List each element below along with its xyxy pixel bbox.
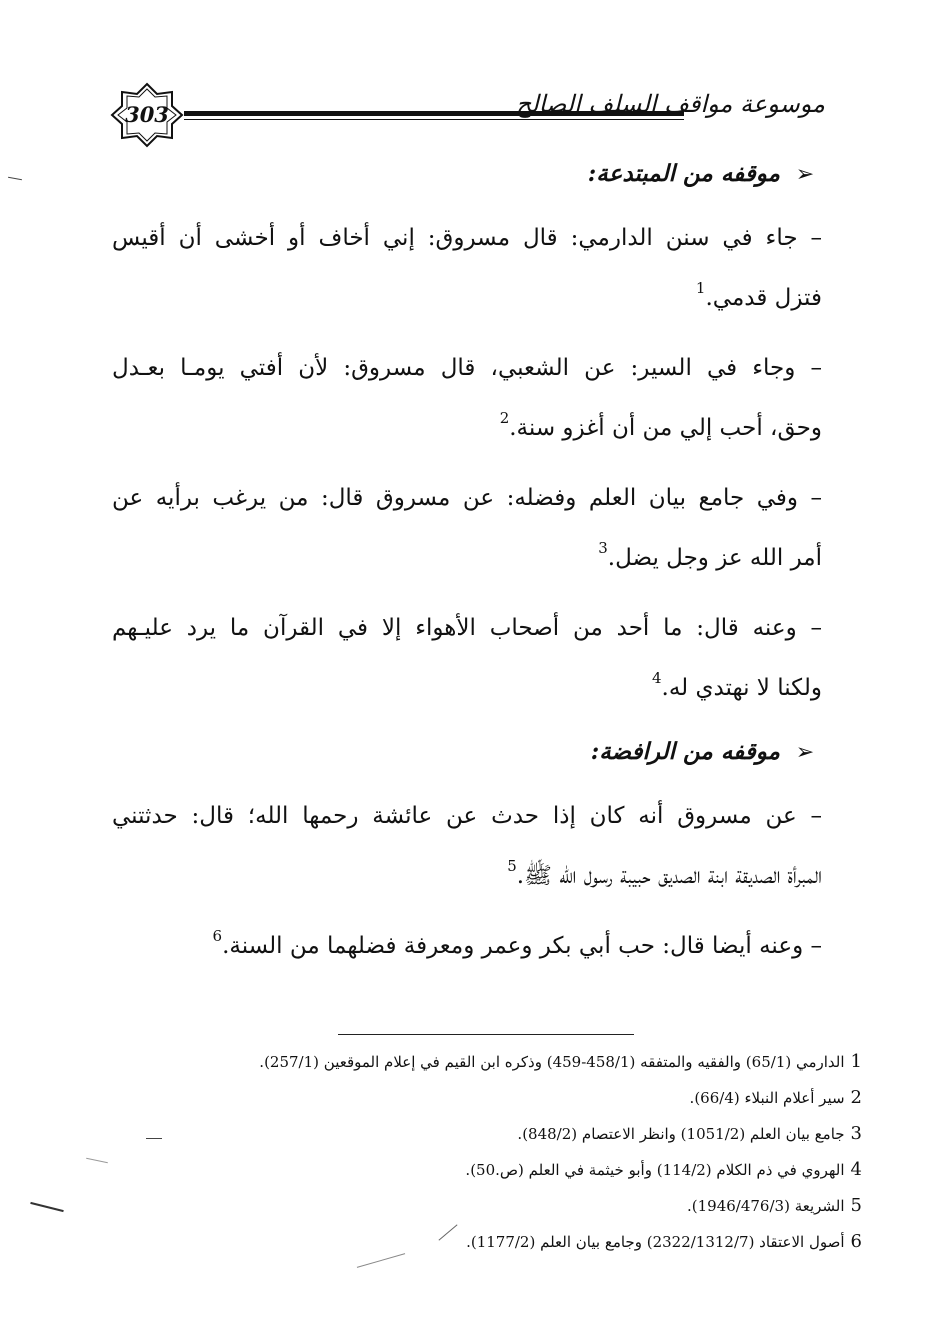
text-line-content: – وعنه أيضا قال: حب أبي بكر وعمر ومعرفة فضلهما من السنة. [222, 933, 822, 959]
text-line: – وجاء في السير: عن الشعبي، قال مسروق: لأن أفتي يومـا بعـدل [112, 355, 822, 381]
footnote-text: جامع بيان العلم (1051/2) وانظر الاعتصام (848/2). [517, 1125, 845, 1143]
text-line: – جاء في سنن الدارمي: قال مسروق: إني أخاف أو أخشى أن أقيس [112, 225, 822, 251]
footnote-item [200, 1044, 862, 1080]
text-line-content: المبرأة الصديقة ابنة الصديق حبيبة رسول الله ﷺ. [516, 863, 822, 889]
text-line: – وعنه قال: ما أحد من أصحاب الأهواء إلا في القرآن ما يرد عليـهم [112, 615, 822, 641]
footnote-text: أصول الاعتقاد (2322/1312/7) وجامع بيان العلم (1177/2). [466, 1233, 845, 1251]
footnote-text: الدارمي (65/1) والفقيه والمتفقه (458/1-459) وذكره ابن القيم في إعلام الموقعين (257/1). [259, 1053, 845, 1071]
paragraph [112, 916, 822, 976]
footnotes [200, 1044, 862, 1260]
footnote-number: 3 [850, 1123, 862, 1144]
text-line [112, 268, 822, 328]
footnote-item [200, 1116, 862, 1152]
paragraph [112, 598, 822, 718]
arrow-bullet-icon: ➢ [795, 162, 815, 187]
footnote-item [200, 1224, 862, 1260]
footnote-text: الشريعة (1946/476/3). [686, 1197, 845, 1215]
text-line: – عن مسروق أنه كان إذا حدث عن عائشة رحمها الله؛ قال: حدثتني [112, 803, 822, 829]
footnote-number: 1 [850, 1051, 862, 1072]
section-heading [112, 728, 822, 776]
paragraph [112, 468, 822, 588]
scan-mark [8, 177, 22, 180]
footnote-item [200, 1188, 862, 1224]
scan-mark [86, 1158, 108, 1164]
page-number: 303 [125, 102, 169, 127]
scan-mark [30, 1202, 63, 1212]
text-line [112, 658, 822, 718]
paragraph [112, 338, 822, 458]
footnote-ref[interactable]: 4 [651, 669, 662, 687]
footnote-number: 2 [850, 1087, 862, 1108]
section-heading [112, 150, 822, 198]
text-line [112, 846, 822, 906]
paragraph [112, 208, 822, 328]
section-heading-text: موقفه من الرافضة: [590, 738, 780, 765]
main-text [112, 150, 822, 986]
arrow-bullet-icon: ➢ [795, 740, 815, 765]
footnote-ref[interactable]: 6 [212, 927, 223, 945]
page-header [110, 82, 825, 152]
scan-mark [146, 1138, 162, 1139]
paragraph [112, 786, 822, 906]
page-number-badge [110, 82, 184, 148]
text-line-content: وحق، أحب إلي من أن أغزو سنة. [509, 415, 822, 441]
book-title: موسوعة مواقف السلف الصالح [515, 90, 825, 118]
footnote-text: سير أعلام النبلاء (66/4). [689, 1089, 845, 1107]
footnote-item [200, 1080, 862, 1116]
footnote-separator [338, 1034, 634, 1035]
footnote-text: الهروي في ذم الكلام (114/2) وأبو خيثمة في العلم (ص.50). [465, 1161, 845, 1179]
text-line-content: أمر الله عز وجل يضل. [607, 545, 822, 571]
footnote-number: 4 [850, 1159, 862, 1180]
footnote-ref[interactable]: 2 [499, 409, 510, 427]
footnote-ref[interactable]: 3 [598, 539, 608, 557]
footnote-number: 5 [850, 1195, 862, 1216]
footnote-ref[interactable]: 1 [695, 279, 706, 297]
footnote-number: 6 [850, 1231, 862, 1252]
section-heading-text: موقفه من المبتدعة: [587, 160, 780, 187]
text-line [112, 916, 822, 976]
text-line-content: ولكنا لا نهتدي له. [661, 675, 822, 701]
text-line [112, 528, 822, 588]
text-line-content: فتزل قدمي. [705, 285, 822, 311]
text-line [112, 398, 822, 458]
footnote-item [200, 1152, 862, 1188]
footnote-ref[interactable]: 5 [507, 857, 517, 875]
text-line: – وفي جامع بيان العلم وفضله: عن مسروق قال: من يرغب برأيه عن [112, 485, 822, 511]
